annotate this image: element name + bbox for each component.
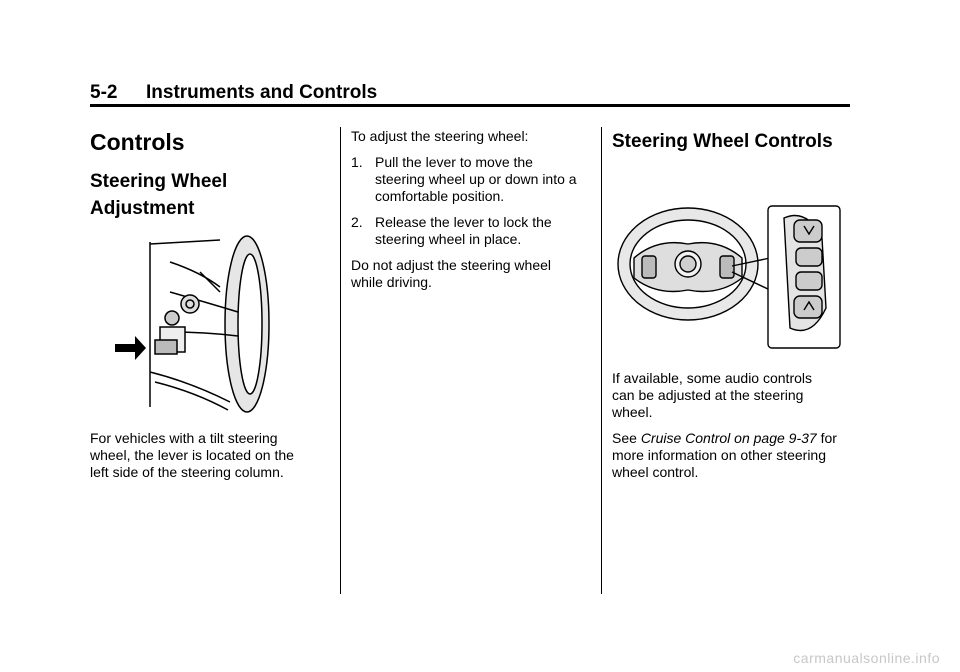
tilt-lever-illustration: [110, 232, 290, 417]
see-prefix: See: [612, 430, 641, 446]
adjustment-heading-line2: Adjustment: [90, 198, 195, 219]
page-number: 5-2: [90, 82, 118, 103]
steering-wheel-controls-heading: Steering Wheel Controls: [612, 131, 833, 152]
body-line: wheel, the lever is located on the: [90, 447, 294, 463]
step-line: Release the lever to lock the: [375, 214, 552, 230]
column-3: [612, 130, 862, 154]
body-line: can be adjusted at the steering: [612, 387, 804, 403]
arrow-icon: [115, 336, 146, 360]
body-line: If available, some audio controls: [612, 370, 812, 386]
step-line: steering wheel up or down into a: [375, 171, 577, 187]
step-number: 2.: [351, 214, 363, 230]
warning-line: Do not adjust the steering wheel: [351, 257, 552, 273]
step-2: [351, 214, 591, 248]
step-1: [351, 154, 591, 205]
see-suffix: for: [816, 430, 837, 446]
header-rule: [90, 104, 850, 107]
cross-reference-link[interactable]: Cruise Control on page 9-37: [640, 430, 817, 446]
column-3-body: [612, 370, 862, 481]
controls-heading: Controls: [90, 129, 185, 155]
step-line: comfortable position.: [375, 188, 505, 204]
column-1-body: [90, 430, 330, 481]
adjustment-heading-line1: Steering Wheel: [90, 171, 228, 192]
column-divider-left: [340, 127, 341, 594]
column-1: [90, 128, 330, 221]
page-header: [90, 82, 850, 104]
intro-line: To adjust the steering wheel:: [351, 128, 529, 144]
warning-line: while driving.: [351, 274, 432, 290]
watermark: carmanualsonline.info: [793, 650, 940, 666]
body-line: left side of the steering column.: [90, 464, 284, 480]
step-number: 1.: [351, 154, 363, 170]
body-line: wheel control.: [612, 464, 699, 480]
warning-text: [351, 257, 591, 291]
column-2: [351, 128, 591, 291]
body-line: For vehicles with a tilt steering: [90, 430, 278, 446]
step-line: steering wheel in place.: [375, 231, 522, 247]
steering-wheel-controls-illustration: [612, 178, 848, 350]
body-line: more information on other steering: [612, 447, 826, 463]
see-line: [612, 430, 862, 447]
step-line: Pull the lever to move the: [375, 154, 533, 170]
body-line: wheel.: [612, 404, 653, 420]
column-divider-right: [601, 127, 602, 594]
section-title: Instruments and Controls: [146, 82, 378, 103]
